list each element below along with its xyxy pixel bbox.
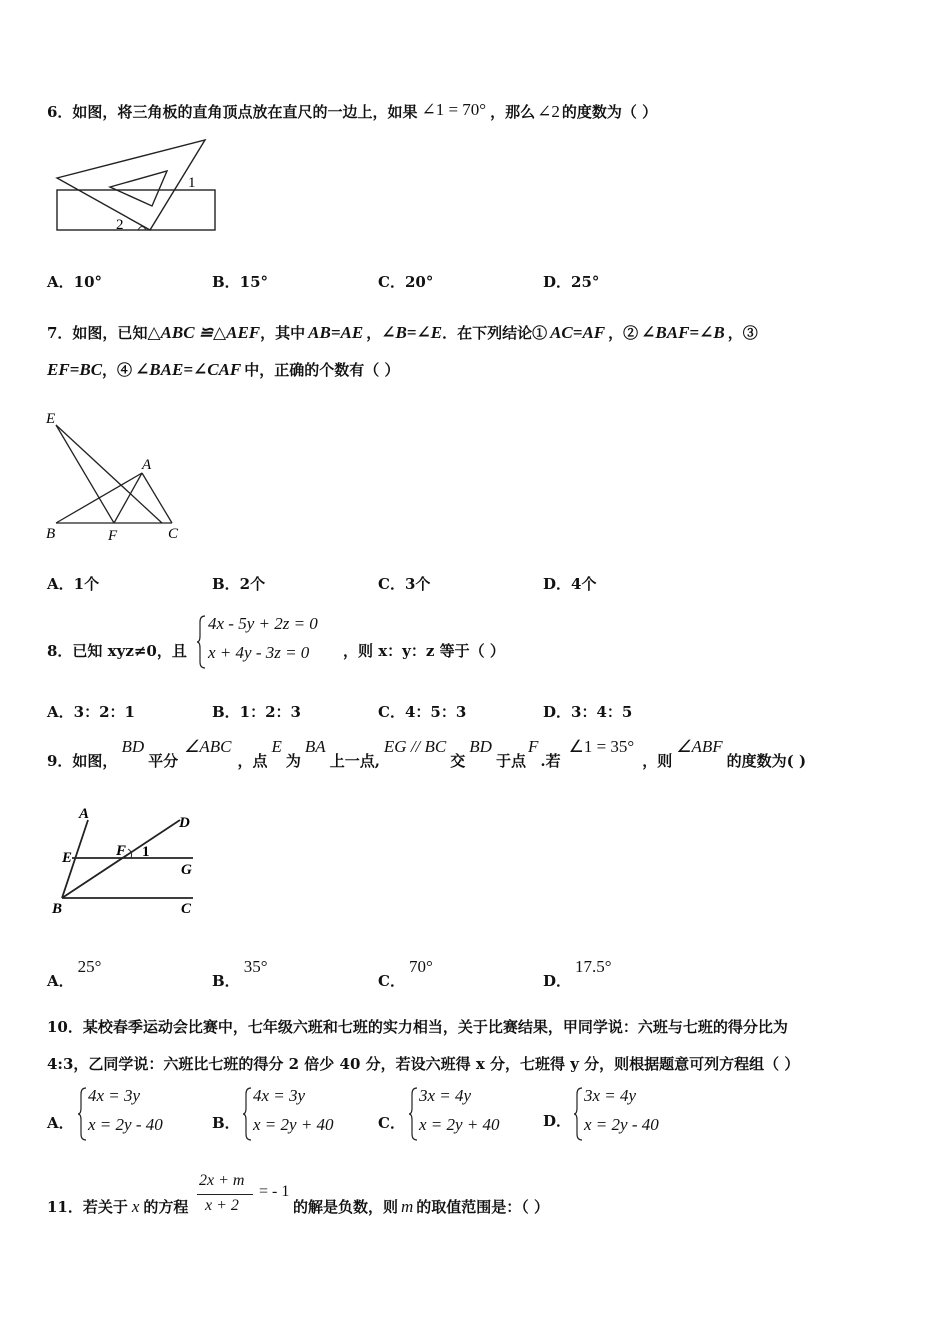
q8-system (208, 614, 338, 670)
q9-figure (45, 800, 215, 925)
q8-option-d[interactable]: D．3：4：5 (543, 703, 633, 721)
q6-angle-expr: ∠1 = 70° (421, 100, 487, 119)
q6-label-1: 1 (188, 175, 196, 191)
q6-triangle-inner (110, 171, 167, 206)
q9-label-d: D (179, 815, 190, 831)
q7-label-e: E (46, 411, 56, 427)
q10-option-c-brace (408, 1086, 418, 1142)
q11-numerator: 2x + m (199, 1172, 245, 1189)
q9-stem: 9．如图，BD平分∠ABC，点E为BA上一点,EG // BC交BD于点F.若∠1 = 35°，则∠ABF的度数为( ) (47, 737, 807, 770)
q7-figure (42, 405, 192, 545)
q8-stem-pre: 8．已知 xyz≠0，且 (47, 642, 187, 660)
q7-option-a[interactable]: A．1个 (47, 575, 100, 593)
q6-ruler (57, 190, 215, 230)
q9-option-b[interactable]: B．35° (212, 957, 268, 990)
q9-label-e: E (62, 850, 73, 866)
q6-stem: 6．如图，将三角板的直角顶点放在直尺的一边上，如果 ∠1 = 70° ，那么 ∠2 的度数为（ ） (47, 100, 658, 121)
q7-stem-line2: EF=BC，④ ∠BAE=∠CAF 中，正确的个数有（ ） (47, 360, 400, 379)
q11-stem-pre: 11．若关于 x 的方程 (47, 1197, 189, 1216)
q7-label-c: C (168, 526, 179, 542)
q6-label-2: 2 (116, 217, 124, 233)
q6-option-a[interactable]: A．10° (47, 273, 103, 291)
q10-stem-line2: 4:3，乙同学说：六班比七班的得分 2 倍少 40 分，若设六班得 x 分，七班得 y 分，则根据题意可列方程组（ ） (47, 1055, 800, 1073)
q10-option-d-brace (573, 1086, 583, 1142)
q8-eq1: 4x - 5y + 2z = 0 (208, 614, 318, 633)
q7-option-b[interactable]: B．2个 (212, 575, 266, 593)
q10-option-a-brace (77, 1086, 87, 1142)
q10-option-d[interactable]: D． 3x = 4y x = 2y - 40 (543, 1086, 703, 1142)
q9-label-a: A (79, 806, 90, 822)
q9-option-a[interactable]: A．25° (47, 957, 102, 990)
q7-option-c[interactable]: C．3个 (378, 575, 431, 593)
q7-label-f: F (108, 528, 118, 544)
q8-brace (196, 614, 206, 670)
q8-option-c[interactable]: C．4：5：3 (378, 703, 467, 721)
q10-option-a[interactable]: A． 4x = 3y x = 2y - 40 (47, 1086, 207, 1142)
q7-stem-line1: 7．如图，已知△ABC ≌△AEF，其中 AB=AE ，∠B=∠E．在下列结论① AC=AF ，② ∠BAF=∠B ，③ (47, 323, 758, 342)
q9-label-f: F (116, 843, 127, 859)
q10-stem-line1: 10．某校春季运动会比赛中，七年级六班和七班的实力相当，关于比赛结果，甲同学说：六班与七班的得分比为 (47, 1018, 788, 1036)
q10-option-b[interactable]: B． 4x = 3y x = 2y + 40 (212, 1086, 372, 1142)
q11-stem-post: 的解是负数，则 m 的取值范围是：（ ） (293, 1197, 550, 1216)
q7-option-d[interactable]: D．4个 (543, 575, 597, 593)
q6-triangle-outer (57, 140, 205, 230)
q9-label-g: G (181, 862, 192, 878)
q8-stem-post: ，则 x：y：z 等于（ ） (343, 642, 505, 660)
q6-option-d[interactable]: D．25° (543, 273, 600, 291)
q6-figure (50, 135, 225, 240)
q9-label-b: B (52, 901, 63, 917)
q11-fraction (197, 1172, 257, 1222)
q9-label-1: 1 (142, 844, 150, 860)
q11-denominator: x + 2 (205, 1197, 239, 1214)
q10-option-c[interactable]: C． 3x = 4y x = 2y + 40 (378, 1086, 538, 1142)
q8-eq2: x + 4y - 3z = 0 (208, 643, 310, 662)
q11-rhs: = - 1 (259, 1183, 290, 1200)
q7-label-b: B (46, 526, 56, 542)
q6-option-b[interactable]: B．15° (212, 273, 269, 291)
q11-fraction-bar (197, 1194, 253, 1195)
q10-option-b-brace (242, 1086, 252, 1142)
q8-option-b[interactable]: B．1：2：3 (212, 703, 301, 721)
q9-label-c: C (181, 901, 192, 917)
q6-option-c[interactable]: C．20° (378, 273, 434, 291)
q9-option-c[interactable]: C．70° (378, 957, 433, 990)
q8-option-a[interactable]: A．3：2：1 (47, 703, 135, 721)
q9-option-d[interactable]: D．17.5° (543, 957, 612, 990)
q7-label-a: A (142, 457, 152, 473)
